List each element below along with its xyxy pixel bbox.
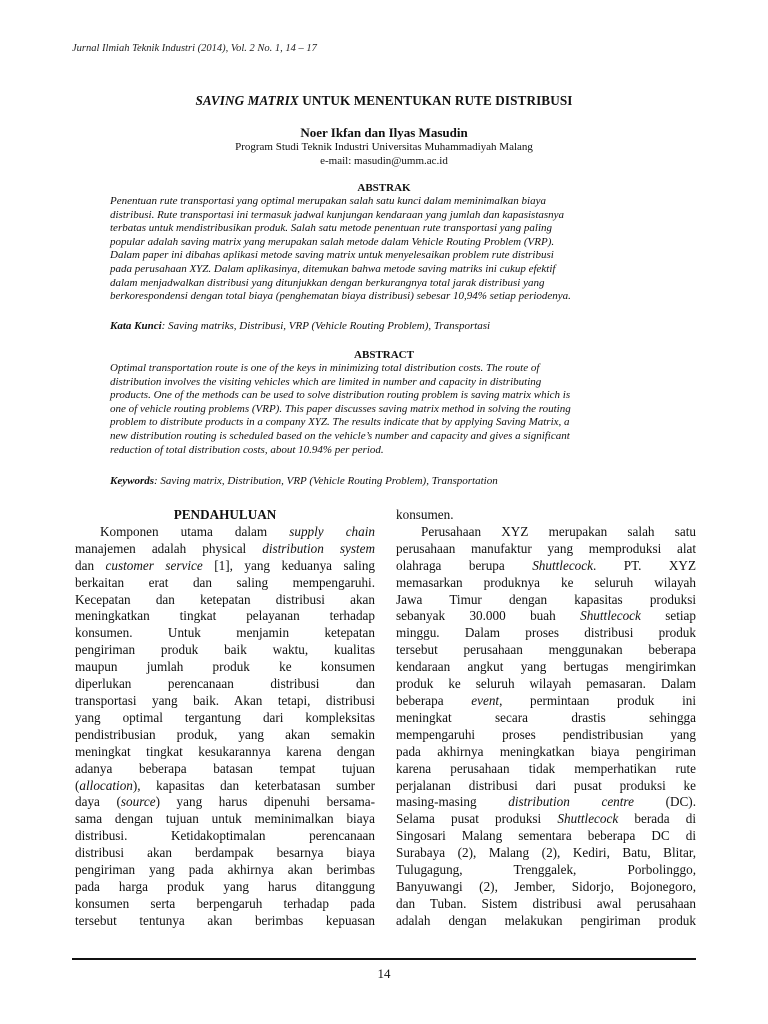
affiliation: Program Studi Teknik Industri Universitas Muhammadiyah Malang <box>235 141 533 153</box>
section-heading: PENDAHULUAN <box>173 507 277 522</box>
body-line: dan Tuban. Sistem distribusi awal perusahaan <box>396 895 696 911</box>
body-line: karena perusahaan tidak memperhatikan rute <box>396 760 696 776</box>
body-line: konsumen. <box>396 507 454 522</box>
abstract-line: problem to distribute products in a company XYZ. The results indicate that by applying Saving Matrix, a <box>110 416 570 429</box>
body-line: pengiriman produk baik waktu, kualitas <box>75 642 375 658</box>
title-rest: UNTUK MENENTUKAN RUTE DISTRIBUSI <box>298 93 573 108</box>
body-line: meningkat secara drastis sehingga <box>396 709 696 725</box>
body-line: pengiriman yang pada akhirnya akan berimbas <box>75 862 375 878</box>
paper-title <box>0 93 768 109</box>
email: e-mail: masudin@umm.ac.id <box>320 155 448 167</box>
body-line: sebanyak 30.000 buah Shuttlecock setiap <box>396 608 697 624</box>
body-line: Tulugagung, Trenggalek, Porbolinggo, <box>396 862 696 878</box>
body-line: adanya beberapa batasan tempat tujuan <box>75 760 375 776</box>
authors: Noer Ikfan dan Ilyas Masudin <box>300 125 468 140</box>
abstrak-line: distribusi. Rute transportasi ini termasuk jadwal kunjungan kendaraan yang jumlah dan kapasistasnya <box>110 208 565 221</box>
body-line: Perusahaan XYZ merupakan salah satu <box>421 523 696 539</box>
body-line: Komponen utama dalam supply chain <box>100 523 376 539</box>
body-line: pada harga produk yang harus ditanggung <box>75 878 375 894</box>
abstrak-heading: ABSTRAK <box>357 182 411 194</box>
abstrak-line: popular adalah saving matrix yang merupakan salah metode dalam Vehicle Routing Problem (VRP). <box>110 235 555 248</box>
abstract-body <box>110 362 658 457</box>
body-line: Kecepatan dan ketepatan distribusi akan <box>75 591 375 607</box>
body-line: tersebut tentunya akan berimbas kepuasan <box>75 912 375 928</box>
body-line: perusahaan manufaktur yang memproduksi alat <box>396 540 696 556</box>
body-line: konsumen. Untuk menjamin ketepatan <box>75 625 375 641</box>
kata-kunci-label: Kata Kunci <box>110 320 162 332</box>
abstrak-line: pada perusahaan XYZ. Dalam aplikasinya, ditemukan bahwa metode saving matriks ini cukup efektif <box>110 262 556 275</box>
body-line: pendistribusian produk, yang akan semakin <box>75 726 375 742</box>
body-line: dan customer service [1], yang keduanya saling <box>75 557 376 573</box>
abstrak-line: berkorespondensi dengan total biaya (penghematan biaya distribusi) sebesar 10,94% setiap periodenya. <box>110 290 571 303</box>
body-line: mempengaruhi proses pendistribusian yang <box>396 726 696 742</box>
keywords-text: : Saving matrix, Distribution, VRP (Vehicle Routing Problem), Transportation <box>154 475 498 487</box>
abstract-line: products. One of the methods can be used to solve distribution routing problem is saving matrix which is <box>110 389 571 402</box>
left-column <box>75 507 375 930</box>
body-line: Selama pusat produksi Shuttlecock berada di <box>396 811 696 827</box>
body-line: konsumen serta berpengaruh terhadap pada <box>75 895 375 911</box>
body-line: diperlukan perencanaan distribusi dan <box>75 676 375 692</box>
abstrak-line: Penentuan rute transportasi yang optimal merupakan salah satu kunci dalam meminimalkan biaya <box>110 195 546 207</box>
body-line: meningkat tingkat kesukarannya karena dengan <box>75 743 375 759</box>
abstract-line: Optimal transportation route is one of the keys in minimizing total distribution costs. The route of <box>110 362 540 374</box>
body-line: beberapa event, permintaan produk ini <box>396 692 696 708</box>
body-line: olahraga berupa Shuttlecock. PT. XYZ <box>396 557 697 573</box>
keywords-label: Keywords <box>110 475 154 487</box>
body-line: sama dengan tujuan untuk meminimalkan biaya <box>75 811 375 827</box>
body-line: manajemen adalah physical distribution system <box>75 540 375 556</box>
body-line: minggu. Dalam proses distribusi produk <box>396 625 696 641</box>
abstrak-body <box>110 195 658 304</box>
body-line: masing-masing distribution centre (DC). <box>396 794 696 810</box>
body-line: distribusi. Ketidakoptimalan perencanaan <box>75 828 375 844</box>
body-line: daya (source) yang harus dipenuhi bersama- <box>75 794 375 810</box>
title-italic-part: SAVING MATRIX <box>195 93 299 108</box>
body-line: meningkatkan tingkat pelayanan terhadap <box>75 608 375 624</box>
body-line: maupun jumlah produk ke konsumen <box>75 659 375 675</box>
body-line: distribusi akan berdampak besarnya biaya <box>75 845 375 861</box>
body-line: memasarkan produknya ke seluruh wilayah <box>396 574 696 590</box>
body-line: Surabaya (2), Malang (2), Kediri, Batu, Blitar, <box>396 845 696 861</box>
body-line: tersebut perusahaan menggunakan beberapa <box>396 642 696 658</box>
kata-kunci-text: : Saving matriks, Distribusi, VRP (Vehicle Routing Problem), Transportasi <box>161 320 491 332</box>
page-number: 14 <box>377 966 391 981</box>
running-head: Jurnal Ilmiah Teknik Industri (2014), Vol. 2 No. 1, 14 – 17 <box>72 43 317 54</box>
abstract-heading: ABSTRACT <box>354 349 414 361</box>
body-line: Banyuwangi (2), Jember, Sidorjo, Bojonegoro, <box>396 878 696 894</box>
abstrak-line: dalam menjadwalkan distribusi yang ditunjukkan dengan berkurangnya total jarak distribusi yang <box>110 276 545 289</box>
body-line: kendaraan angkut yang bertugas mengirimkan <box>396 659 696 675</box>
right-column <box>396 507 696 930</box>
body-line: Jawa Timur dengan kapasitas produksi <box>396 591 696 607</box>
abstrak-line: Dalam paper ini dibahas aplikasi metode saving matrix untuk menyelesaikan problem rute distribusi <box>110 249 554 262</box>
kata-kunci <box>110 320 670 332</box>
body-line: perjalanan distribusi dari pusat produksi ke <box>396 777 696 793</box>
body-line: transportasi yang baik. Akan tetapi, distribusi <box>75 692 375 708</box>
abstract-line: new distribution routing is scheduled based on the vehicle’s number and capacity and gives a significant <box>110 429 570 442</box>
abstract-line: reduction of total distribution costs, about 10.94% per period. <box>110 443 384 456</box>
body-line: Singosari Malang sementara beberapa DC di <box>396 828 696 844</box>
keywords <box>110 475 670 487</box>
footer-rule <box>72 958 696 960</box>
body-line: adalah dengan melakukan pengiriman produk <box>396 912 696 928</box>
body-line: yang optimal tergantung dari kompleksitas <box>75 709 375 725</box>
abstract-line: distribution involves the visiting vehicles which are limited in number and capacity in distributing <box>110 375 542 388</box>
body-line: (allocation), kapasitas dan keterbatasan sumber <box>75 777 375 793</box>
abstract-line: one of vehicle routing problems (VRP). This paper discusses saving matrix method in solving the routing <box>110 402 571 415</box>
body-line: produk ke seluruh wilayah pemasaran. Dalam <box>396 676 696 692</box>
body-line: pada akhirnya meningkatkan biaya pengiriman <box>396 743 696 759</box>
body-line: berkaitan erat dan saling mempengaruhi. <box>75 574 375 590</box>
abstrak-line: terbatas untuk mendistribusikan produk. Salah satu metode penentuan rute transportasi yang paling <box>110 222 553 235</box>
